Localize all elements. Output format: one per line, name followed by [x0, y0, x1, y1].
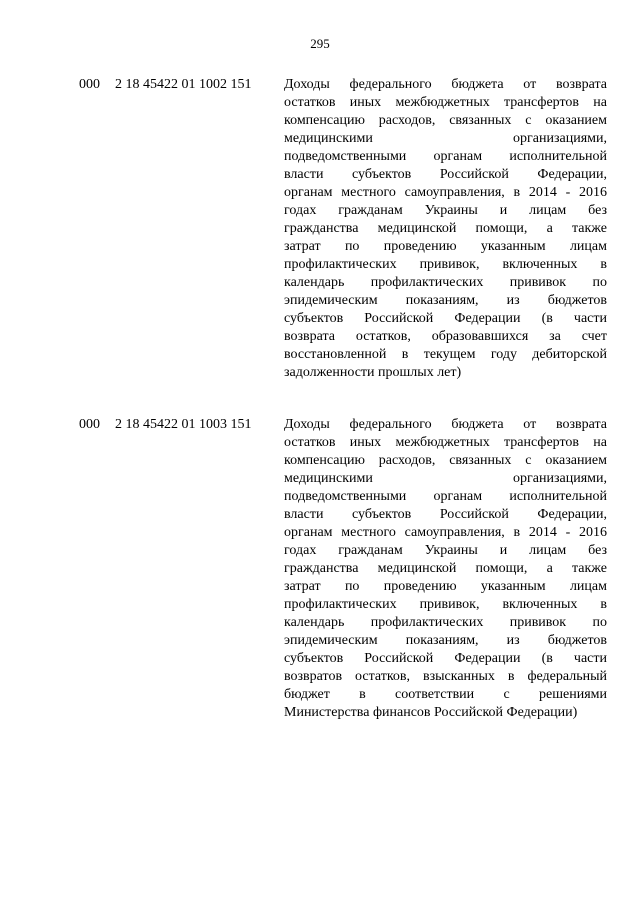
- description-line: календарь профилактических прививок по: [284, 615, 607, 630]
- description-line: остатков иных межбюджетных трансфертов на: [284, 95, 607, 110]
- description-line: возврата остатков, образовавшихся за счет: [284, 329, 607, 344]
- description-line: эпидемическим показаниям, из бюджетов: [284, 293, 607, 308]
- description-line: субъектов Российской Федерации (в части: [284, 651, 607, 666]
- description-line: возвратов остатков, взысканных в федеральный: [284, 669, 607, 684]
- description-line: власти субъектов Российской Федерации,: [284, 507, 607, 522]
- description-line: органам местного самоуправления, в 2014 - 2016: [284, 185, 607, 200]
- description-line: подведомственными органам исполнительной: [284, 149, 607, 164]
- description-line: субъектов Российской Федерации (в части: [284, 311, 607, 326]
- description-line: Доходы федерального бюджета от возврата: [284, 77, 607, 92]
- description-line: подведомственными органам исполнительной: [284, 489, 607, 504]
- entry-description: [284, 76, 607, 382]
- description-line: задолженности прошлых лет): [284, 365, 462, 380]
- description-line: затрат по проведению указанным лицам: [284, 579, 607, 594]
- description-line: затрат по проведению указанным лицам: [284, 239, 607, 254]
- description-line: эпидемическим показаниям, из бюджетов: [284, 633, 607, 648]
- description-line: профилактических прививок, включенных в: [284, 597, 607, 612]
- description-line: Министерства финансов Российской Федерации): [284, 705, 578, 720]
- page-number: 295: [310, 36, 330, 51]
- entry-description: [284, 416, 607, 722]
- description-line: Доходы федерального бюджета от возврата: [284, 417, 607, 432]
- description-line: восстановленной в текущем году дебиторской: [284, 347, 607, 362]
- description-line: медицинскими организациями,: [284, 471, 607, 486]
- admin-code: 000: [79, 77, 100, 92]
- description-line: гражданства медицинской помощи, а также: [284, 561, 607, 576]
- description-line: профилактических прививок, включенных в: [284, 257, 607, 272]
- description-line: бюджет в соответствии с решениями: [284, 687, 607, 702]
- description-line: годах гражданам Украины и лицам без: [284, 543, 607, 558]
- description-line: остатков иных межбюджетных трансфертов на: [284, 435, 607, 450]
- description-line: гражданства медицинской помощи, а также: [284, 221, 607, 236]
- budget-classification-code: 2 18 45422 01 1002 151: [115, 77, 252, 92]
- description-line: календарь профилактических прививок по: [284, 275, 607, 290]
- description-line: власти субъектов Российской Федерации,: [284, 167, 607, 182]
- description-line: компенсацию расходов, связанных с оказанием: [284, 453, 607, 468]
- description-line: медицинскими организациями,: [284, 131, 607, 146]
- description-line: органам местного самоуправления, в 2014 - 2016: [284, 525, 607, 540]
- description-line: годах гражданам Украины и лицам без: [284, 203, 607, 218]
- admin-code: 000: [79, 417, 100, 432]
- description-line: компенсацию расходов, связанных с оказанием: [284, 113, 607, 128]
- budget-classification-code: 2 18 45422 01 1003 151: [115, 417, 252, 432]
